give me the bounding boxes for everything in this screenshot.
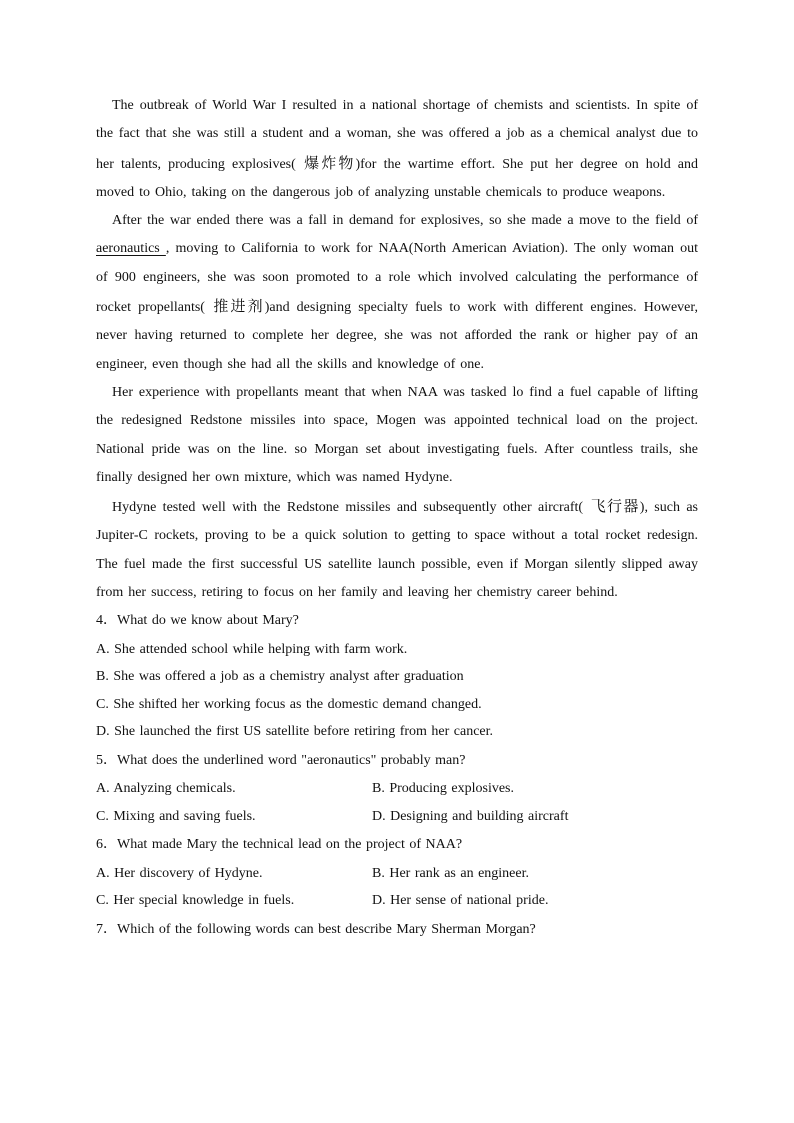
question-4-option-a: A. She attended school while helping with farm work. [96,641,408,657]
question-5-option-d: D. Designing and building aircraft [372,808,569,824]
question-5-options-row-1 [96,775,698,803]
passage-paragraph-1: The outbreak of World War I resulted in a national shortage of chemists and scientists. In spite of the fact that she was still a student and a woman, she was offered a job as a chemical analyst due to her talents, producing explosives( 爆炸物)for the wartime effort. She put her degree on hold and moved to Ohio, taking on the dangerous job of analyzing unstable chemicals to produce weapons. [96,98,699,200]
chinese-gloss-explosives: 爆炸物 [295,153,356,172]
passage-paragraph-4: Hydyne tested well with the Redstone missiles and subsequently other aircraft( 飞行器), such as Jupiter-C rockets, proving to be a quick solution to getting to space without a total rocket redesign. The fuel made the first successful US satellite launch possible, even if Morgan silently slipped away from her success, retiring to focus on her family and leaving her chemistry career behind. [96,497,698,601]
document-page [96,92,698,944]
passage-paragraph-3: Her experience with propellants meant that when NAA was tasked lo find a fuel capable of lifting the redesigned Redstone missiles into space, Mogen was appointed technical load on the project. National pride was on the line. so Morgan set about investigating fuels. After countless trails, she finally designed her own mixture, which was named Hydyne. [96,384,698,485]
question-4-option-c: C. She shifted her working focus as the domestic demand changed. [96,696,482,712]
question-6-options-row-2 [96,887,698,915]
question-6-options-row-1 [96,860,698,888]
question-6-option-d: D. Her sense of national pride. [372,893,549,909]
chinese-gloss-propellants: 推进剂 [204,297,265,316]
question-5-option-c: C. Mixing and saving fuels. [96,808,256,824]
question-7-stem: 7．Which of the following words can best describe Mary Sherman Morgan? [96,921,536,937]
underlined-word-aeronautics: aeronautics [96,241,166,257]
question-4-option-d: D. She launched the first US satellite before retiring from her cancer. [96,724,494,740]
question-6-option-b: B. Her rank as an engineer. [372,865,529,881]
passage-paragraph-2: After the war ended there was a fall in demand for explosives, so she made a move to the field of aeronautics , moving to California to work for NAA(North American Aviation). The only woman out of 900 engineers, she was soon promoted to a role which involved calculating the performance of rocket propellants( 推进剂)and designing specialty fuels to work with different engines. However, never having returned to complete her degree, she was not afforded the rank or higher pay of an engineer, even though she had all the skills and knowledge of one. [96,213,699,372]
question-6-stem: 6．What made Mary the technical lead on the project of NAA? [96,837,463,853]
question-5-stem: 5．What does the underlined word "aeronautics" probably man? [96,752,466,768]
question-5-option-b: B. Producing explosives. [372,781,514,797]
question-4-stem: 4．What do we know about Mary? [96,613,299,629]
chinese-gloss-aircraft: 飞行器 [583,497,640,516]
question-5-option-a: A. Analyzing chemicals. [96,781,236,797]
question-5-options-row-2 [96,803,698,831]
question-6-option-c: C. Her special knowledge in fuels. [96,893,295,909]
question-4-option-b: B. She was offered a job as a chemistry analyst after graduation [96,669,464,685]
question-6-option-a: A. Her discovery of Hydyne. [96,865,263,881]
